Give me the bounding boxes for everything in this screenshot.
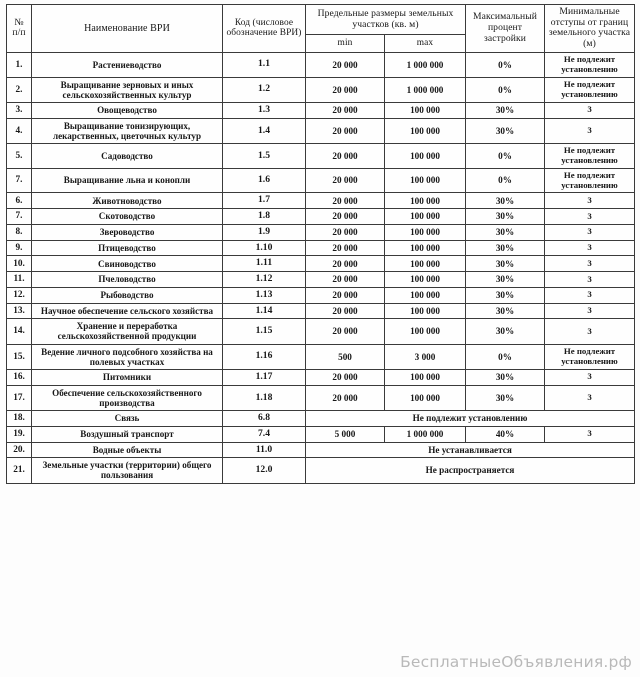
cell-row-number: 11. bbox=[7, 272, 32, 288]
site-watermark: БесплатныеОбъявления.рф bbox=[400, 653, 632, 671]
cell-size-min: 500 bbox=[306, 344, 385, 369]
cell-min-offset: 3 bbox=[545, 369, 635, 385]
cell-vri-name: Птицеводство bbox=[32, 240, 223, 256]
cell-build-percent: 30% bbox=[466, 240, 545, 256]
cell-vri-name: Научное обеспечение сельского хозяйства bbox=[32, 303, 223, 319]
table-row bbox=[7, 193, 635, 209]
header-row-number-line2: п/п bbox=[12, 27, 26, 39]
cell-vri-code: 1.18 bbox=[223, 385, 306, 410]
cell-min-offset: Не подлежит установлению bbox=[545, 77, 635, 102]
table-row bbox=[7, 224, 635, 240]
table-row bbox=[7, 77, 635, 102]
cell-size-max: 100 000 bbox=[385, 369, 466, 385]
cell-vri-name: Водные объекты bbox=[32, 442, 223, 458]
cell-build-percent: 30% bbox=[466, 256, 545, 272]
cell-vri-code: 1.5 bbox=[223, 144, 306, 169]
cell-size-min: 20 000 bbox=[306, 287, 385, 303]
cell-vri-code: 12.0 bbox=[223, 458, 306, 483]
cell-build-percent: 30% bbox=[466, 303, 545, 319]
cell-size-min: 20 000 bbox=[306, 118, 385, 143]
table-row bbox=[7, 426, 635, 442]
cell-size-max: 100 000 bbox=[385, 224, 466, 240]
cell-min-offset: 3 bbox=[545, 209, 635, 225]
cell-vri-name: Земельные участки (территории) общего пользования bbox=[32, 458, 223, 483]
cell-min-offset: 3 bbox=[545, 303, 635, 319]
cell-row-number: 16. bbox=[7, 369, 32, 385]
cell-vri-code: 1.15 bbox=[223, 319, 306, 344]
cell-row-number: 4. bbox=[7, 118, 32, 143]
cell-min-offset: Не подлежит установлению bbox=[545, 344, 635, 369]
cell-vri-name: Звероводство bbox=[32, 224, 223, 240]
cell-row-number: 20. bbox=[7, 442, 32, 458]
cell-row-number: 5. bbox=[7, 144, 32, 169]
cell-row-number: 18. bbox=[7, 411, 32, 427]
cell-min-offset: 3 bbox=[545, 118, 635, 143]
cell-vri-code: 1.7 bbox=[223, 193, 306, 209]
cell-vri-name: Воздушный транспорт bbox=[32, 426, 223, 442]
cell-vri-name: Садоводство bbox=[32, 144, 223, 169]
table-row bbox=[7, 411, 635, 427]
cell-min-offset: 3 bbox=[545, 426, 635, 442]
table-row bbox=[7, 287, 635, 303]
cell-size-min: 20 000 bbox=[306, 77, 385, 102]
cell-build-percent: 30% bbox=[466, 224, 545, 240]
table-row bbox=[7, 442, 635, 458]
cell-vri-name: Ведение личного подсобного хозяйства на полевых участках bbox=[32, 344, 223, 369]
cell-size-max: 100 000 bbox=[385, 102, 466, 118]
cell-size-min: 20 000 bbox=[306, 319, 385, 344]
cell-build-percent: 0% bbox=[466, 77, 545, 102]
table-row bbox=[7, 369, 635, 385]
cell-size-max: 100 000 bbox=[385, 144, 466, 169]
table-row bbox=[7, 385, 635, 410]
cell-size-max: 3 000 bbox=[385, 344, 466, 369]
cell-build-percent: 30% bbox=[466, 319, 545, 344]
cell-vri-code: 1.12 bbox=[223, 272, 306, 288]
cell-size-min: 20 000 bbox=[306, 240, 385, 256]
cell-build-percent: 0% bbox=[466, 168, 545, 193]
cell-size-max: 100 000 bbox=[385, 240, 466, 256]
header-vri-name: Наименование ВРИ bbox=[32, 5, 223, 53]
cell-size-max: 100 000 bbox=[385, 118, 466, 143]
table-row bbox=[7, 118, 635, 143]
table-row bbox=[7, 209, 635, 225]
cell-build-percent: 30% bbox=[466, 287, 545, 303]
cell-build-percent: 30% bbox=[466, 369, 545, 385]
cell-size-min: 20 000 bbox=[306, 144, 385, 169]
cell-vri-name: Пчеловодство bbox=[32, 272, 223, 288]
cell-size-max: 100 000 bbox=[385, 272, 466, 288]
cell-min-offset: 3 bbox=[545, 240, 635, 256]
cell-vri-code: 1.6 bbox=[223, 168, 306, 193]
cell-vri-name: Овощеводство bbox=[32, 102, 223, 118]
cell-vri-name: Выращивание льна и конопли bbox=[32, 168, 223, 193]
cell-vri-code: 1.1 bbox=[223, 52, 306, 77]
cell-row-number: 14. bbox=[7, 319, 32, 344]
cell-size-min: 20 000 bbox=[306, 102, 385, 118]
cell-vri-code: 1.13 bbox=[223, 287, 306, 303]
table-row bbox=[7, 458, 635, 483]
cell-size-max: 100 000 bbox=[385, 168, 466, 193]
cell-size-max: 1 000 000 bbox=[385, 426, 466, 442]
cell-build-percent: 0% bbox=[466, 344, 545, 369]
cell-vri-name: Питомники bbox=[32, 369, 223, 385]
table-row bbox=[7, 319, 635, 344]
cell-size-min: 20 000 bbox=[306, 52, 385, 77]
cell-row-number: 3. bbox=[7, 102, 32, 118]
cell-vri-name: Выращивание зерновых и иных сельскохозяйственных культур bbox=[32, 77, 223, 102]
cell-build-percent: 30% bbox=[466, 272, 545, 288]
table-row bbox=[7, 240, 635, 256]
cell-build-percent: 30% bbox=[466, 209, 545, 225]
header-max-build-percent: Максимальный процент застройки bbox=[466, 5, 545, 53]
cell-vri-name: Животноводство bbox=[32, 193, 223, 209]
cell-build-percent: 40% bbox=[466, 426, 545, 442]
cell-min-offset: Не подлежит установлению bbox=[545, 144, 635, 169]
cell-vri-name: Скотоводство bbox=[32, 209, 223, 225]
cell-vri-code: 1.4 bbox=[223, 118, 306, 143]
cell-size-max: 1 000 000 bbox=[385, 77, 466, 102]
cell-vri-code: 6.8 bbox=[223, 411, 306, 427]
cell-vri-code: 7.4 bbox=[223, 426, 306, 442]
table-header-row-1 bbox=[7, 5, 635, 35]
cell-build-percent: 30% bbox=[466, 102, 545, 118]
cell-build-percent: 30% bbox=[466, 118, 545, 143]
cell-vri-name: Рыбоводство bbox=[32, 287, 223, 303]
cell-row-number: 7. bbox=[7, 209, 32, 225]
cell-build-percent: 30% bbox=[466, 193, 545, 209]
cell-row-number: 21. bbox=[7, 458, 32, 483]
cell-merged-note: Не распространяется bbox=[306, 458, 635, 483]
cell-size-min: 20 000 bbox=[306, 303, 385, 319]
header-parcel-size-group: Предельные размеры земельных участков (кв. м) bbox=[306, 5, 466, 35]
cell-min-offset: Не подлежит установлению bbox=[545, 168, 635, 193]
cell-row-number: 8. bbox=[7, 224, 32, 240]
table-row bbox=[7, 52, 635, 77]
header-size-min: min bbox=[306, 35, 385, 53]
cell-min-offset: 3 bbox=[545, 385, 635, 410]
cell-merged-note: Не устанавливается bbox=[306, 442, 635, 458]
cell-vri-code: 1.9 bbox=[223, 224, 306, 240]
table-row bbox=[7, 256, 635, 272]
cell-row-number: 15. bbox=[7, 344, 32, 369]
cell-build-percent: 0% bbox=[466, 52, 545, 77]
cell-row-number: 9. bbox=[7, 240, 32, 256]
table-row bbox=[7, 168, 635, 193]
cell-size-max: 100 000 bbox=[385, 256, 466, 272]
cell-size-min: 5 000 bbox=[306, 426, 385, 442]
cell-min-offset: 3 bbox=[545, 102, 635, 118]
cell-vri-code: 1.14 bbox=[223, 303, 306, 319]
cell-min-offset: 3 bbox=[545, 256, 635, 272]
header-size-max: max bbox=[385, 35, 466, 53]
cell-size-min: 20 000 bbox=[306, 193, 385, 209]
cell-vri-name: Связь bbox=[32, 411, 223, 427]
cell-size-max: 100 000 bbox=[385, 193, 466, 209]
cell-size-min: 20 000 bbox=[306, 256, 385, 272]
cell-min-offset: 3 bbox=[545, 272, 635, 288]
header-row-number-line1: № bbox=[14, 16, 24, 28]
cell-row-number: 2. bbox=[7, 77, 32, 102]
cell-vri-code: 1.3 bbox=[223, 102, 306, 118]
header-min-offsets: Минимальные отступы от границ земельного участка (м) bbox=[545, 5, 635, 53]
cell-row-number: 12. bbox=[7, 287, 32, 303]
cell-vri-name: Обеспечение сельскохозяйственного производства bbox=[32, 385, 223, 410]
cell-min-offset: 3 bbox=[545, 287, 635, 303]
cell-vri-name: Хранение и переработка сельскохозяйственной продукции bbox=[32, 319, 223, 344]
vri-parameters-table bbox=[6, 4, 635, 484]
cell-min-offset: Не подлежит установлению bbox=[545, 52, 635, 77]
cell-size-min: 20 000 bbox=[306, 224, 385, 240]
cell-size-min: 20 000 bbox=[306, 272, 385, 288]
cell-vri-code: 11.0 bbox=[223, 442, 306, 458]
cell-row-number: 7. bbox=[7, 168, 32, 193]
cell-row-number: 13. bbox=[7, 303, 32, 319]
cell-vri-code: 1.16 bbox=[223, 344, 306, 369]
cell-row-number: 19. bbox=[7, 426, 32, 442]
cell-build-percent: 0% bbox=[466, 144, 545, 169]
cell-size-min: 20 000 bbox=[306, 369, 385, 385]
cell-merged-note: Не подлежит установлению bbox=[306, 411, 635, 427]
table-row bbox=[7, 303, 635, 319]
cell-min-offset: 3 bbox=[545, 224, 635, 240]
cell-min-offset: 3 bbox=[545, 319, 635, 344]
cell-build-percent: 30% bbox=[466, 385, 545, 410]
table-body bbox=[7, 52, 635, 483]
cell-min-offset: 3 bbox=[545, 193, 635, 209]
table-row bbox=[7, 144, 635, 169]
cell-size-max: 1 000 000 bbox=[385, 52, 466, 77]
cell-size-max: 100 000 bbox=[385, 385, 466, 410]
header-vri-code: Код (числовое обозначение ВРИ) bbox=[223, 5, 306, 53]
cell-size-min: 20 000 bbox=[306, 168, 385, 193]
cell-vri-name: Выращивание тонизирующих, лекарственных, цветочных культур bbox=[32, 118, 223, 143]
table-row bbox=[7, 102, 635, 118]
table-row bbox=[7, 344, 635, 369]
cell-vri-code: 1.17 bbox=[223, 369, 306, 385]
cell-vri-code: 1.10 bbox=[223, 240, 306, 256]
cell-vri-code: 1.2 bbox=[223, 77, 306, 102]
cell-row-number: 1. bbox=[7, 52, 32, 77]
cell-row-number: 10. bbox=[7, 256, 32, 272]
cell-size-min: 20 000 bbox=[306, 209, 385, 225]
cell-size-max: 100 000 bbox=[385, 209, 466, 225]
cell-vri-code: 1.11 bbox=[223, 256, 306, 272]
cell-vri-name: Свиноводство bbox=[32, 256, 223, 272]
cell-size-max: 100 000 bbox=[385, 287, 466, 303]
cell-vri-name: Растениеводство bbox=[32, 52, 223, 77]
table-header bbox=[7, 5, 635, 53]
cell-row-number: 17. bbox=[7, 385, 32, 410]
header-row-number bbox=[7, 5, 32, 53]
cell-vri-code: 1.8 bbox=[223, 209, 306, 225]
cell-size-min: 20 000 bbox=[306, 385, 385, 410]
cell-row-number: 6. bbox=[7, 193, 32, 209]
cell-size-max: 100 000 bbox=[385, 319, 466, 344]
cell-size-max: 100 000 bbox=[385, 303, 466, 319]
table-row bbox=[7, 272, 635, 288]
